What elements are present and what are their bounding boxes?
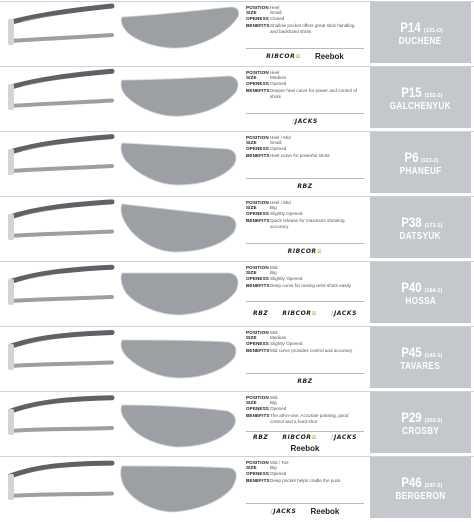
- brand-logo-jacks: /JACKS: [292, 117, 318, 125]
- curve-code: P6: [404, 148, 419, 165]
- spec-label: POSITION: [246, 135, 269, 140]
- blade-shape: [121, 7, 238, 48]
- curve-row: [0, 391, 474, 454]
- spec-label: OPENESS: [246, 210, 269, 216]
- blade-shape: [121, 340, 236, 378]
- spec-benefits: [246, 283, 364, 289]
- spec-value: Heel / Mid: [270, 200, 291, 205]
- blade-shape: [121, 273, 238, 315]
- spec-openess: [246, 341, 364, 346]
- blade-illustration: [118, 133, 242, 191]
- spec-value: Heel: [270, 5, 280, 10]
- spec-label: SIZE: [246, 270, 257, 276]
- brand-logos: [246, 302, 364, 324]
- stick-side-illustration: [8, 3, 116, 61]
- spec-label: OPENESS: [246, 405, 269, 411]
- brand-logos: [246, 374, 364, 388]
- stick-side-illustration: [8, 393, 116, 451]
- brand-logo-reebok: Reebok: [290, 444, 320, 453]
- curve-row: [0, 261, 474, 324]
- ribcor-accent-icon: ≡: [316, 247, 323, 255]
- stick-side-view-icon: [8, 133, 116, 191]
- spec-openess: [246, 146, 364, 151]
- spec-label: BENEFITS: [246, 23, 270, 29]
- benefits-text: Deep pocket helps cradle the puck: [270, 478, 341, 484]
- spec-label: OPENESS: [246, 80, 269, 86]
- stick-side-view-icon: [8, 328, 116, 386]
- brand-logo-jacks: /JACKS: [331, 434, 358, 441]
- blade-face-view-icon: [118, 133, 242, 191]
- curve-row: [0, 1, 474, 64]
- brand-logos: [246, 504, 364, 518]
- stick-side-view-icon: [8, 263, 116, 321]
- spec-label: SIZE: [246, 140, 257, 146]
- stick-side-illustration: [8, 68, 116, 126]
- curve-spec-code: (152-2): [424, 92, 443, 99]
- curve-row: [0, 196, 474, 259]
- spec-label: SIZE: [246, 205, 257, 211]
- spec-benefits: [246, 348, 364, 354]
- curve-label-panel: [370, 132, 471, 193]
- blade-shape: [121, 405, 235, 447]
- blade-face-view-icon: [118, 68, 242, 126]
- curve-code: P46: [400, 473, 422, 490]
- spec-benefits: [246, 218, 364, 229]
- spec-value: Small: [270, 140, 282, 146]
- spec-value: Big: [270, 270, 277, 276]
- stick-side-illustration: [8, 458, 116, 516]
- stick-side-illustration: [8, 133, 116, 191]
- stick-heel-block: [8, 409, 14, 435]
- curve-row: [0, 131, 474, 194]
- curve-id: [399, 279, 443, 295]
- spec-label: BENEFITS: [246, 478, 270, 484]
- curve-code: P38: [400, 213, 422, 230]
- brand-logo-jacks: /JACKS: [331, 309, 358, 317]
- blade-shape: [121, 143, 236, 185]
- ribcor-accent-icon: ≡: [311, 309, 318, 317]
- spec-value: Medium: [270, 335, 287, 341]
- benefits-text: Shallow pocket offers great stick handling and backhand shots: [270, 23, 355, 34]
- spec-label: POSITION: [246, 70, 269, 75]
- stick-bottom-profile: [10, 166, 112, 171]
- spec-benefits: [246, 153, 364, 159]
- curve-id: [399, 344, 443, 360]
- spec-label: SIZE: [246, 465, 257, 471]
- spec-label: OPENESS: [246, 15, 269, 21]
- brand-logo-ribcor: RIBCOR≡: [282, 309, 318, 317]
- curve-row: [0, 326, 474, 389]
- stick-side-view-icon: [8, 393, 116, 451]
- brand-logo-jacks: /JACKS: [270, 507, 297, 515]
- spec-value: Small: [270, 10, 282, 16]
- curve-code: P15: [400, 83, 422, 100]
- stick-heel-block: [8, 214, 14, 240]
- brand-logo-ribcor: RIBCOR≡: [282, 434, 318, 441]
- jacks-accent-icon: /: [270, 507, 274, 515]
- spec-label: OPENESS: [246, 340, 269, 346]
- spec-label: SIZE: [246, 10, 257, 16]
- stick-bottom-profile: [10, 101, 112, 107]
- spec-openess: [246, 211, 364, 216]
- spec-value: Closed: [270, 15, 285, 21]
- spec-value: Opened: [270, 80, 287, 86]
- spec-label: SIZE: [246, 335, 257, 341]
- spec-label: OPENESS: [246, 145, 269, 151]
- spec-openess: [246, 406, 364, 411]
- spec-label: POSITION: [246, 5, 269, 10]
- stick-side-illustration: [8, 198, 116, 256]
- brand-logos: [246, 179, 364, 193]
- brand-logo-ribcor: RIBCOR≡: [266, 52, 301, 60]
- spec-benefits: [246, 88, 364, 99]
- blade-illustration: [118, 458, 242, 516]
- blade-face-view-icon: [118, 458, 242, 516]
- stick-side-view-icon: [8, 198, 116, 256]
- blade-illustration: [118, 393, 242, 451]
- spec-value: Opened: [270, 405, 287, 411]
- spec-label: OPENESS: [246, 275, 269, 281]
- spec-value: Mid: [270, 330, 278, 335]
- benefits-text: Quick release for maximum shooting accuracy: [270, 218, 345, 229]
- stick-heel-block: [8, 474, 14, 500]
- curve-id: [399, 409, 443, 425]
- benefits-text: Heel curve for powerful shots: [270, 153, 330, 159]
- jacks-accent-icon: /: [331, 434, 334, 441]
- benefits-text: Deeper heel curve for power and control of shots: [270, 88, 358, 99]
- blade-shape: [121, 466, 237, 512]
- spec-label: POSITION: [246, 200, 269, 205]
- curve-label-panel: [370, 457, 471, 518]
- jacks-accent-icon: /: [292, 117, 295, 125]
- curve-id: [399, 214, 443, 230]
- spec-label: POSITION: [246, 395, 269, 400]
- spec-value: Big: [270, 400, 277, 406]
- curve-label-panel: [370, 197, 471, 258]
- spec-value: Opened: [270, 470, 287, 476]
- player-name: CROSBY: [401, 425, 440, 437]
- curve-spec-code: (203-2): [424, 417, 443, 424]
- stick-side-view-icon: [8, 458, 116, 516]
- spec-benefits: [246, 478, 364, 484]
- curve-spec-code: (131-O): [423, 27, 443, 34]
- brand-logos: [246, 49, 364, 63]
- curve-code: P29: [400, 408, 422, 425]
- curve-spec-code: (173-1): [424, 222, 443, 229]
- spec-label: POSITION: [246, 265, 269, 270]
- spec-label: BENEFITS: [246, 153, 270, 159]
- blade-illustration: [118, 328, 242, 386]
- spec-label: POSITION: [246, 330, 269, 335]
- benefits-text: Mid curve provides control and accuracy: [270, 348, 353, 354]
- player-name: TAVARES: [400, 360, 441, 372]
- brand-logos: [246, 114, 364, 128]
- blade-shape: [121, 76, 238, 116]
- player-name: DUCHENE: [399, 35, 442, 47]
- blade-face-view-icon: [118, 263, 242, 321]
- spec-label: BENEFITS: [246, 348, 270, 354]
- curve-spec-code: (197-2): [424, 482, 443, 489]
- curve-code: P45: [400, 343, 422, 360]
- spec-value: Slightly Opened: [270, 340, 303, 346]
- jacks-accent-icon: /: [331, 309, 334, 317]
- curve-label-panel: [370, 392, 471, 453]
- blade-illustration: [118, 263, 242, 321]
- curve-label-panel: [370, 2, 471, 63]
- spec-benefits: [246, 413, 364, 424]
- benefits-text: The all-in-one. Accurate passing, good control and a hard shot: [270, 413, 349, 424]
- player-name: PHANEUF: [399, 165, 442, 177]
- brand-logo-rbz: RBZ: [252, 434, 269, 441]
- stick-bottom-profile: [10, 494, 112, 497]
- spec-value: Opened: [270, 145, 287, 151]
- stick-top-profile: [10, 71, 112, 87]
- spec-label: SIZE: [246, 75, 257, 81]
- player-name: HOSSA: [405, 295, 436, 307]
- blade-face-view-icon: [118, 198, 242, 256]
- curve-row: [0, 66, 474, 129]
- stick-heel-block: [8, 344, 14, 370]
- blade-illustration: [118, 198, 242, 256]
- curve-id: [399, 474, 443, 490]
- stick-side-illustration: [8, 263, 116, 321]
- spec-value: Heel / Mid: [270, 135, 291, 140]
- benefits-text: Deep curve for raising wrist shots easily: [270, 283, 351, 289]
- stick-bottom-profile: [10, 363, 112, 367]
- spec-label: SIZE: [246, 400, 257, 406]
- stick-bottom-profile: [10, 35, 112, 41]
- spec-label: BENEFITS: [246, 413, 270, 419]
- curve-label-panel: [370, 67, 471, 128]
- curve-id: [399, 84, 443, 100]
- stick-heel-block: [8, 19, 14, 45]
- spec-benefits: [246, 23, 364, 34]
- spec-value: Mid: [270, 265, 278, 270]
- blade-shape: [121, 204, 236, 252]
- spec-label: OPENESS: [246, 470, 269, 476]
- brand-logos: [246, 432, 364, 454]
- spec-value: Big: [270, 465, 277, 471]
- spec-value: Medium: [270, 75, 287, 81]
- blade-face-view-icon: [118, 3, 242, 61]
- stick-bottom-profile: [10, 232, 112, 237]
- brand-logo-rbz: RBZ: [297, 377, 313, 385]
- spec-value: Slightly Opened: [270, 275, 303, 281]
- player-name: GALCHENYUK: [389, 100, 452, 112]
- blade-face-view-icon: [118, 328, 242, 386]
- brand-logo-rbz: RBZ: [252, 309, 269, 317]
- player-name: BERGERON: [395, 490, 446, 502]
- brand-logo-ribcor: RIBCOR≡: [287, 247, 323, 255]
- stick-heel-block: [8, 84, 14, 110]
- curve-label-panel: [370, 327, 471, 388]
- stick-side-view-icon: [8, 3, 116, 61]
- brand-logo-rbz: RBZ: [297, 182, 313, 190]
- curve-label-panel: [370, 262, 471, 323]
- curve-code: P40: [400, 278, 422, 295]
- stick-heel-block: [8, 149, 14, 175]
- spec-value: Mid / Toe: [270, 460, 289, 465]
- brand-logo-reebok: Reebok: [314, 51, 344, 61]
- spec-openess: [246, 471, 364, 476]
- spec-value: Heel: [270, 70, 280, 75]
- brand-logo-reebok: Reebok: [310, 506, 340, 516]
- stick-side-view-icon: [8, 68, 116, 126]
- spec-label: POSITION: [246, 460, 269, 465]
- spec-label: BENEFITS: [246, 88, 270, 94]
- brand-logos: [246, 244, 364, 258]
- stick-top-profile: [10, 6, 112, 22]
- curve-id: [398, 19, 443, 35]
- blade-illustration: [118, 3, 242, 61]
- spec-openess: [246, 16, 364, 21]
- stick-bottom-profile: [10, 428, 112, 431]
- ribcor-accent-icon: ≡: [311, 434, 318, 441]
- ribcor-accent-icon: ≡: [295, 52, 301, 60]
- curve-code: P14: [400, 18, 421, 35]
- stick-bottom-profile: [10, 297, 112, 301]
- curve-spec-code: (145-1): [424, 352, 443, 359]
- spec-label: BENEFITS: [246, 283, 270, 289]
- spec-openess: [246, 81, 364, 86]
- stick-side-illustration: [8, 328, 116, 386]
- player-name: DATSYUK: [399, 230, 442, 242]
- blade-illustration: [118, 68, 242, 126]
- spec-value: Slightly Opened: [270, 210, 303, 216]
- spec-value: Big: [270, 205, 277, 211]
- spec-label: BENEFITS: [246, 218, 270, 224]
- curve-row: [0, 456, 474, 519]
- curve-spec-code: (184-1): [424, 287, 443, 294]
- curve-spec-code: (123-2): [420, 157, 439, 164]
- stick-heel-block: [8, 279, 14, 305]
- spec-openess: [246, 276, 364, 281]
- blade-face-view-icon: [118, 393, 242, 451]
- spec-value: Mid: [270, 395, 278, 400]
- curve-id: [403, 149, 439, 165]
